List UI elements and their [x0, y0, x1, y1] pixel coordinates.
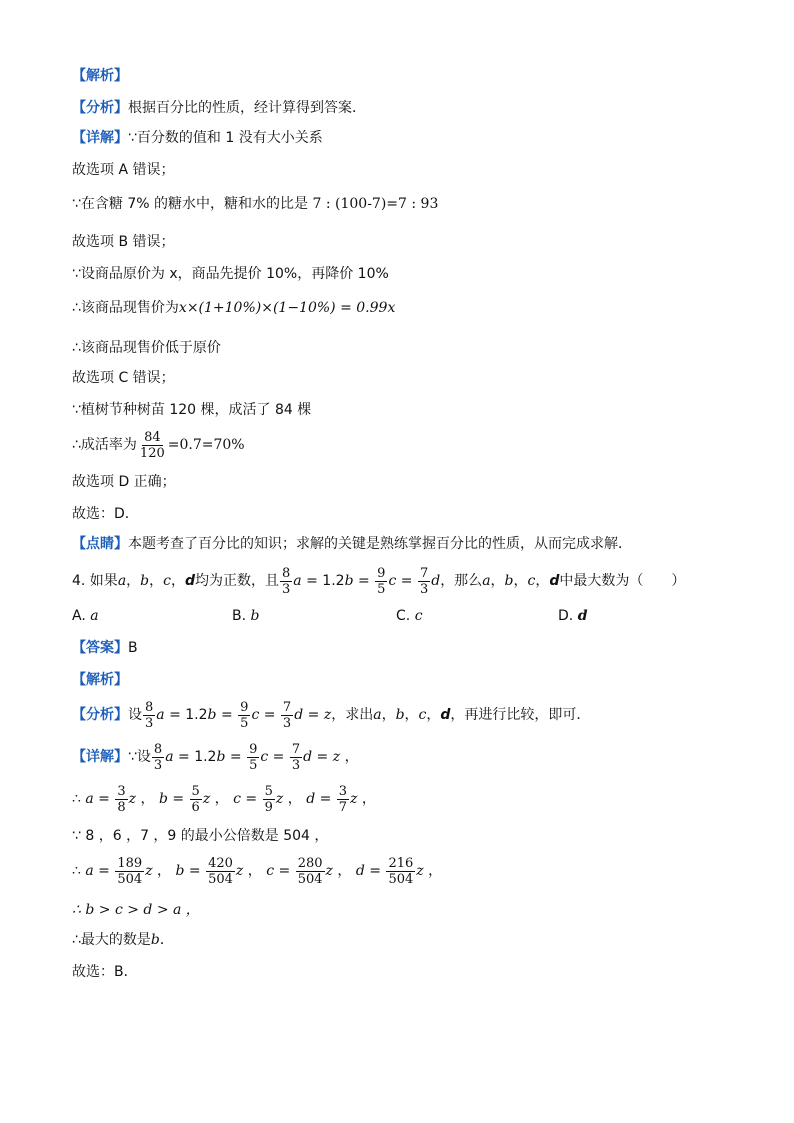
- den: 3: [291, 757, 301, 773]
- den: 504: [117, 871, 143, 887]
- frac-d2: [386, 856, 415, 887]
- q3-line-9: ∵植树节种树苗 120 棵，成活了 84 棵: [72, 402, 312, 418]
- den: 5: [377, 581, 386, 597]
- dianjing-tag: 【点睛】: [72, 536, 128, 552]
- q4-fenxi-middle: ，求出: [331, 707, 374, 723]
- q3-line-1: ∵百分数的值和 1 没有大小关系: [128, 130, 323, 146]
- q3-line-6: [72, 298, 395, 318]
- q3-survival-result: =0.7=70%: [167, 437, 245, 453]
- frac-a2: [115, 856, 144, 887]
- den: 5: [240, 715, 249, 731]
- num: 8: [145, 699, 154, 715]
- option-d-label: D.: [558, 608, 574, 624]
- frac-8-3: [280, 566, 292, 597]
- q3-line-12: 故选：D．: [72, 506, 139, 522]
- q4-fenxi-prefix: 设: [128, 707, 142, 723]
- num: 216: [388, 855, 414, 871]
- fraction-numerator: 84: [144, 429, 161, 445]
- q4-stem: 4. 如果a，b，c，d均为正数，且 $\frac{8}{3}$ a = 1.2b = $\frac{9}{5}$ c = $\frac{7}{3}$ d，那么a，b，c，d中最大数为（ ）: [72, 565, 686, 597]
- frac-a1: [115, 784, 127, 815]
- option-a: A. a: [72, 608, 99, 624]
- q4-order-line: ∴ b > c > d > a ，: [72, 902, 200, 918]
- den: 504: [297, 871, 323, 887]
- fenxi-tag-2: 【分析】: [72, 707, 128, 723]
- q3-line-6-text: ∴该商品现售价为: [72, 300, 179, 316]
- frac-9-5: [238, 700, 250, 731]
- den: 6: [191, 799, 200, 815]
- frac-7-3: [290, 742, 302, 773]
- q3-line-4: 故选项 B 错误；: [72, 234, 175, 250]
- q3-ratio-expression: 7 : (100-7)=7 : 93: [312, 196, 439, 212]
- num: 9: [377, 565, 386, 581]
- analysis-heading: [72, 66, 128, 86]
- num: 3: [338, 783, 348, 799]
- den: 7: [338, 799, 348, 815]
- q3-line-10-text: ∴成活率为: [72, 437, 137, 453]
- den: 504: [208, 871, 233, 887]
- num: 7: [291, 741, 301, 757]
- q4-expressions-2: ∴ a = $\frac{189}{504}$ z ， b = $\frac{420}{504}$ z ， c = $\frac{280}{504}$ z ， d = $\frac{216}{504}$ z ，: [72, 855, 443, 887]
- den: 9: [264, 799, 273, 815]
- q4-stem-middle: 均为正数，且: [195, 573, 280, 589]
- frac-c2: [296, 856, 325, 887]
- q3-line-7: ∴该商品现售价低于原价: [72, 340, 221, 356]
- frac-c1: [263, 784, 275, 815]
- q3-xiangjie-line: [72, 128, 323, 148]
- q4-xiangjie-prefix: ∵设: [128, 749, 151, 765]
- num: 420: [208, 855, 233, 871]
- num: 7: [282, 699, 292, 715]
- num: 8: [153, 741, 163, 757]
- frac-8-3: [152, 742, 164, 773]
- q4-answer: B: [128, 640, 138, 656]
- den: 3: [282, 715, 292, 731]
- q3-line-8: 故选项 C 错误；: [72, 370, 175, 386]
- q4-gcd-line: ∵ 8 ，6 ，7 ，9 的最小公倍数是 504 ，: [72, 828, 329, 844]
- num: 9: [249, 741, 258, 757]
- option-b: B. b: [232, 608, 260, 624]
- q3-dianjing-line: [72, 534, 632, 554]
- frac-7-3: [281, 700, 293, 731]
- q4-fenxi-line: 【分析】设 $\frac{8}{3}$ a = 1.2b = $\frac{9}{5}$ c = $\frac{7}{3}$ d = z，求出a，b，c，d，再进行比较，即可．: [72, 699, 591, 731]
- xiangjie-tag: 【详解】: [72, 130, 128, 146]
- q3-line-11: 故选项 D 正确；: [72, 474, 176, 490]
- jiexi-tag-2: 【解析】: [72, 672, 128, 688]
- q4-stem-suffix: 中最大数为（ ）: [559, 573, 686, 589]
- option-d: D. d: [558, 608, 588, 624]
- q4-stem-prefix: 4. 如果: [72, 573, 118, 589]
- num: 9: [240, 699, 249, 715]
- daan-tag: 【答案】: [72, 640, 128, 656]
- frac-7-3: [418, 566, 430, 597]
- fraction-denominator: 120: [139, 445, 165, 461]
- option-c-label: C.: [396, 608, 411, 624]
- q3-line-10: [72, 428, 245, 462]
- q3-line-2: 故选项 A 错误；: [72, 162, 175, 178]
- q3-line-3-text: ∵在含糖 7% 的糖水中，糖和水的比是: [72, 196, 309, 212]
- num: 189: [117, 855, 143, 871]
- q4-stem-then: ，那么: [440, 573, 483, 589]
- q3-fenxi-line: [72, 98, 366, 118]
- q3-fenxi-text: 根据百分比的性质，经计算得到答案．: [128, 100, 366, 116]
- den: 3: [145, 715, 154, 731]
- q4-max-text: ∴最大的数是: [72, 932, 151, 948]
- q3-price-expression: x×(1+10%)×(1−10%) = 0.99x: [178, 300, 396, 316]
- q3-survival-fraction: [138, 430, 167, 461]
- q4-expressions-1: ∴ a = $\frac{3}{8}$ z ， b = $\frac{5}{6}$ z ， c = $\frac{5}{9}$ z ， d = $\frac{3}{7}$ z ，: [72, 783, 376, 815]
- den: 5: [249, 757, 258, 773]
- q3-dianjing-text: 本题考查了百分比的知识；求解的关键是熟练掌握百分比的性质，从而完成求解．: [128, 536, 632, 552]
- q4-xiangjie-line: 【详解】∵设 $\frac{8}{3}$ a = 1.2b = $\frac{9}{5}$ c = $\frac{7}{3}$ d = z ，: [72, 741, 359, 773]
- num: 7: [419, 565, 429, 581]
- num: 3: [117, 783, 126, 799]
- den: 3: [419, 581, 429, 597]
- frac-b1: [190, 784, 202, 815]
- num: 8: [282, 565, 291, 581]
- q3-line-5: ∵设商品原价为 x，商品先提价 10%，再降价 10%: [72, 266, 389, 282]
- num: 5: [191, 783, 200, 799]
- xiangjie-tag-2: 【详解】: [72, 749, 128, 765]
- fenxi-tag: 【分析】: [72, 100, 128, 116]
- q4-max-period: ．: [159, 932, 174, 948]
- num: 5: [264, 783, 273, 799]
- frac-d1: [337, 784, 349, 815]
- frac-8-3: [143, 700, 155, 731]
- q4-answer-line: [72, 638, 138, 658]
- frac-9-5: [375, 566, 387, 597]
- jiexi-tag: 【解析】: [72, 68, 128, 84]
- num: 280: [297, 855, 323, 871]
- den: 504: [388, 871, 414, 887]
- q4-analysis-heading: [72, 670, 128, 690]
- q4-max-line: ∴最大的数是b．: [72, 932, 174, 948]
- den: 3: [282, 581, 291, 597]
- den: 3: [153, 757, 163, 773]
- option-b-label: B.: [232, 608, 247, 624]
- option-c: C. c: [396, 608, 423, 624]
- frac-b2: [206, 856, 235, 887]
- option-a-label: A.: [72, 608, 86, 624]
- q4-fenxi-suffix: ，再进行比较，即可．: [450, 707, 591, 723]
- frac-9-5: [247, 742, 259, 773]
- q4-final: 故选：B．: [72, 964, 138, 980]
- den: 8: [117, 799, 126, 815]
- q3-line-3: [72, 194, 438, 214]
